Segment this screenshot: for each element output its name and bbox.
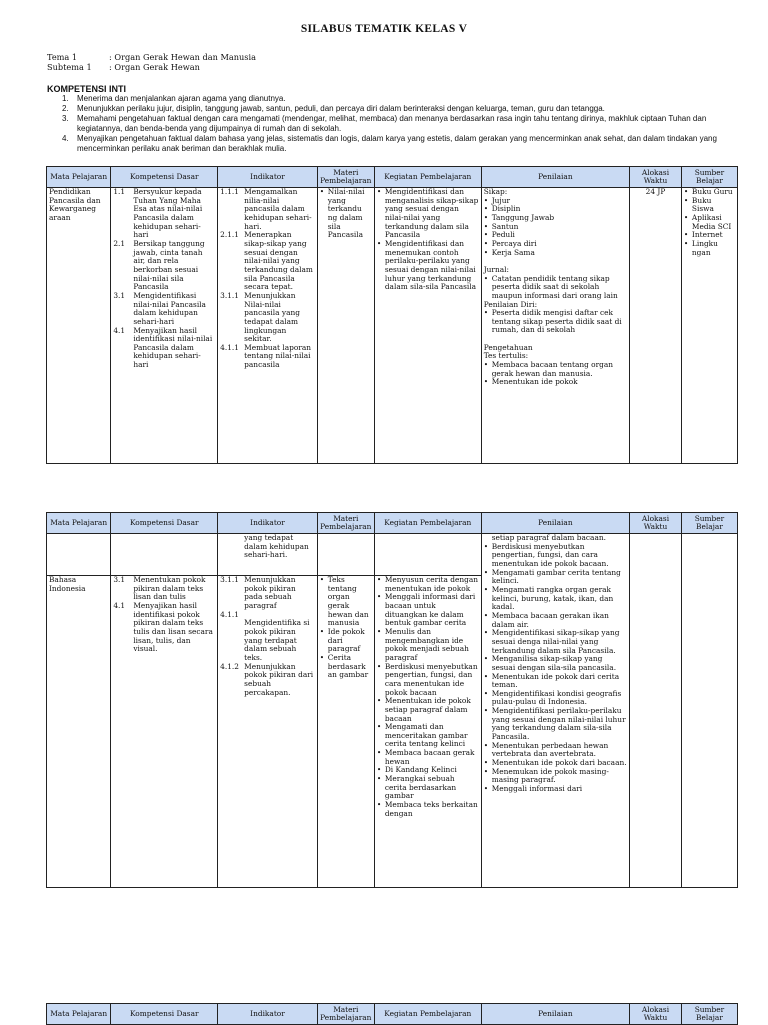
header-mapel: Mata Pelajaran — [47, 1004, 111, 1025]
kd-text: Menyajikan hasil identifikasi nilai-nilai Pancasila dalam kehidupan sehari-hari — [133, 325, 213, 370]
header-kegiatan: Kegiatan Pembelajaran — [374, 1004, 481, 1025]
ki-item — [47, 114, 747, 134]
header-alokasi: Alokasi Waktu — [630, 1004, 682, 1025]
theme-value: : Organ Gerak Hewan dan Manusia — [109, 52, 256, 62]
diri-item: • Peserta didik mengisi daftar cek tentang sikap peserta didik saat di rumah, dan di sekolah — [484, 309, 627, 335]
penilaian-sikap-label: Sikap: — [483, 187, 508, 196]
cell-materi — [317, 188, 374, 464]
indikator-text: Menunjukkan pokok pikiran dari sebuah percakapan. — [244, 661, 314, 697]
cell-alokasi: 24 JP — [630, 188, 682, 464]
sumber-item: • Buku Siswa — [684, 197, 735, 214]
ki-text: Menerima dan menjalankan ajaran agama yang dianutnya. — [77, 94, 286, 103]
table-header-row — [47, 167, 738, 188]
header-kegiatan: Kegiatan Pembelajaran — [374, 513, 481, 534]
ki-item — [47, 134, 747, 154]
theme-row — [47, 52, 256, 62]
ki-text: Memahami pengetahuan faktual dengan cara mengamati (mendengar, melihat, membaca) dan menanya berdasarkan rasa ingin tahu tentang dirinya, makhluk ciptaan Tuhan dan kegiatannya, dan benda-benda yang dijumpainya di rumah dan di sekolah. — [77, 114, 707, 133]
indikator-num: 3.1.1 — [220, 575, 239, 584]
header-materi: Materi Pembelajaran — [317, 513, 374, 534]
subtheme-key: Subtema 1 — [47, 62, 92, 72]
kegiatan-item: • Membaca teks berkaitan dengan — [377, 801, 479, 818]
kd-num: 4.1 — [113, 325, 126, 335]
indikator-num: 4.1.1 — [220, 609, 239, 619]
indikator-num: 2.1.1 — [220, 230, 239, 240]
header-mapel: Mata Pelajaran — [47, 513, 111, 534]
header-penilaian: Penilaian — [481, 513, 629, 534]
cell-indikator — [218, 188, 318, 464]
header-kd: Kompetensi Dasar — [111, 167, 218, 188]
ki-num: 1. — [62, 94, 69, 103]
kegiatan-item: • Membaca bacaan gerak hewan — [377, 749, 479, 766]
tes-item: • Menentukan ide pokok — [484, 378, 627, 387]
kegiatan-item: • Menentukan ide pokok setiap paragraf dalam bacaan — [377, 697, 479, 723]
header-indikator: Indikator — [218, 1004, 318, 1025]
indikator-text: Membuat laporan tentang nilai-nilai pancasila — [244, 342, 311, 370]
sikap-item: • Jujur — [484, 197, 627, 206]
indikator-item — [220, 663, 315, 698]
header-materi: Materi Pembelajaran — [317, 1004, 374, 1025]
ki-text: Menunjukkan perilaku jujur, disiplin, tanggung jawab, santun, peduli, dan percaya diri dalam berinteraksi dengan keluarga, teman, guru dan tetangga. — [77, 104, 605, 113]
penilaian-item: • Menganilisa sikap-sikap yang sesuai dengan sila-sila pancasila. — [484, 655, 627, 672]
ki-heading: KOMPETENSI INTI — [47, 84, 127, 94]
sumber-item: • Internet — [684, 231, 735, 240]
kegiatan-item: • Mengamati dan menceritakan gambar cerita tentang kelinci — [377, 723, 479, 749]
theme-key: Tema 1 — [47, 52, 78, 62]
sikap-item: • Tanggung Jawab — [484, 214, 627, 223]
table-row — [47, 188, 738, 464]
page-title: SILABUS TEMATIK KELAS V — [300, 23, 468, 35]
cell-penilaian — [481, 188, 629, 464]
cell-kd — [111, 534, 218, 576]
cell-sumber — [681, 534, 737, 888]
indikator-item — [220, 344, 315, 370]
indikator-item — [220, 292, 315, 344]
kd-text: Bersyukur kepada Tuhan Yang Maha Esa atas nilai-nilai Pancasila dalam kehidupan sehari-hari — [133, 187, 203, 240]
ki-num: 3. — [62, 114, 69, 123]
kd-item — [113, 576, 215, 602]
kd-num: 1.1 — [113, 187, 126, 196]
header-sumber: Sumber Belajar — [681, 513, 737, 534]
kegiatan-item: • Menyusun cerita dengan menentukan ide pokok — [377, 576, 479, 593]
syllabus-table-2 — [46, 512, 738, 888]
ki-item — [47, 94, 747, 104]
ki-item — [47, 104, 747, 114]
kd-num: 4.1 — [113, 600, 126, 610]
kd-item — [113, 188, 215, 240]
subtheme-value: : Organ Gerak Hewan — [109, 62, 200, 72]
cell-kegiatan — [374, 534, 481, 576]
header-penilaian: Penilaian — [481, 167, 629, 188]
header-penilaian: Penilaian — [481, 1004, 629, 1025]
penilaian-item: • Menggali informasi dari — [484, 785, 627, 794]
kegiatan-item: • Menggali informasi dari bacaan untuk dituangkan ke dalam bentuk gambar cerita — [377, 593, 479, 628]
penilaian-pengetahuan-label: Pengetahuan — [483, 342, 533, 352]
kd-item — [113, 602, 215, 654]
header-alokasi: Alokasi Waktu — [630, 167, 682, 188]
indikator-text: Menunjukkan pokok pikiran pada sebuah paragraf — [244, 575, 296, 610]
indikator-item — [220, 231, 315, 292]
cell-penilaian — [481, 534, 629, 888]
penilaian-tes-label: Tes tertulis: — [483, 351, 529, 361]
kegiatan-item: • Merangkai sebuah cerita berdasarkan gambar — [377, 775, 479, 801]
jurnal-item: • Catatan pendidik tentang sikap peserta didik saat di sekolah maupun informasi dari orang lain — [484, 275, 627, 301]
header-sumber: Sumber Belajar — [681, 167, 737, 188]
kd-item — [113, 240, 215, 292]
penilaian-item: • Menentukan perbedaan hewan vertebrata dan avertebrata. — [484, 742, 627, 759]
header-alokasi: Alokasi Waktu — [630, 513, 682, 534]
kegiatan-item: • Berdiskusi menyebutkan pengertian, fungsi, dan cara menentukan ide pokok bacaan — [377, 663, 479, 698]
theme-info — [47, 52, 256, 72]
cell-alokasi — [630, 534, 682, 888]
sikap-item: • Kerja Sama — [484, 249, 627, 258]
penilaian-item: • Menemukan ide pokok masing-masing paragraf. — [484, 768, 627, 785]
penilaian-diri-label: Penilaian Diri: — [483, 299, 538, 309]
kegiatan-item: • Mengidentifikasi dan menganalisis sikap-sikap yang sesuai dengan nilai-nilai yang terkandung dalam sila Pancasila — [377, 188, 479, 240]
indikator-text: Mengamalkan nilia-nilai pancasila dalam kehidupan sehari-hari. — [244, 187, 312, 231]
ki-text: Menyajikan pengetahuan faktual dalam bahasa yang jelas, sistematis dan logis, dalam karya yang estetis, dalam gerakan yang mencerminkan anak sehat, dan dalam tindakan yang mencerminkan perilaku anak beriman dan berakhlak mulia. — [77, 134, 717, 153]
kegiatan-item: • Di Kandang Kelinci — [377, 766, 479, 775]
indikator-num: 4.1.1 — [220, 342, 239, 352]
kd-item — [113, 292, 215, 327]
penilaian-item: • Mengidentifikasi kondisi geografis pulau-pulau di Indonesia. — [484, 690, 627, 707]
cell-sumber — [681, 188, 737, 464]
header-sumber: Sumber Belajar — [681, 1004, 737, 1025]
indikator-num: 3.1.1 — [220, 290, 239, 300]
indikator-item — [220, 188, 315, 231]
penilaian-item: • Mengidentifikasi perilaku-perilaku yang sesuai dengan nilai-nilai luhur yang terkandung dalam sila-sila Pancasila. — [484, 707, 627, 742]
table-header-row — [47, 1004, 738, 1025]
indikator-item — [220, 576, 315, 611]
cell-mapel: Pendidikan Pancasila dan Kewarganeg araan — [47, 188, 111, 464]
header-mapel: Mata Pelajaran — [47, 167, 111, 188]
penilaian-item: • Berdiskusi menyebutkan pengertian, fungsi, dan cara menentukan ide pokok bacaan. — [484, 543, 627, 569]
materi-item: • Teks tentang organ gerak hewan dan manusia — [320, 576, 372, 628]
penilaian-item: • Mengamati rangka organ gerak kelinci, burung, katak, ikan, dan kadal. — [484, 586, 627, 612]
table-header-row — [47, 513, 738, 534]
penilaian-item: • Menentukan ide pokok dari cerita teman. — [484, 673, 627, 690]
sikap-item: • Percaya diri — [484, 240, 627, 249]
sumber-item: • Aplikasi Media SCI — [684, 214, 735, 231]
syllabus-table-3 — [46, 1003, 738, 1025]
indikator-text: Menerapkan sikap-sikap yang sesuai dengan nilai-nilai yang terkandung dalam sila Pancasila secara tepat. — [244, 230, 313, 292]
indikator-text: Menunjukkan Nilai-nilai pancasila yang tedapat dalam lingkungan sekitar. — [244, 290, 300, 344]
syllabus-table-1 — [46, 166, 738, 464]
kd-text: Menyajikan hasil identifikasi pokok pikiran dalam teks tulis dan lisan secara lisan, tulis, dan visual. — [133, 600, 213, 654]
kd-num: 3.1 — [113, 575, 126, 584]
indikator-text: Mengidentifika si pokok pikiran yang terdapat dalam sebuah teks. — [244, 618, 310, 662]
kegiatan-item: • Mengidentifikasi dan menemukan contoh perilaku-perilaku yang sesuai dengan nilai-nilai luhur yang terkandung dalam sila-sila Pancasila — [377, 240, 479, 292]
cell-materi — [317, 576, 374, 888]
cell-kd — [111, 188, 218, 464]
header-kd: Kompetensi Dasar — [111, 513, 218, 534]
subtheme-row — [47, 62, 256, 72]
kegiatan-item: • Menulis dan mengembangkan ide pokok menjadi sebuah paragraf — [377, 628, 479, 663]
header-indikator: Indikator — [218, 513, 318, 534]
table-row — [47, 534, 738, 576]
indikator-num: 1.1.1 — [220, 187, 239, 196]
penilaian-item: • Mengamati gambar cerita tentang kelinci. — [484, 569, 627, 586]
tes-item: • Membaca bacaan tentang organ gerak hewan dan manusia. — [484, 361, 627, 378]
penilaian-item: • Mengidentifikasi sikap-sikap yang sesuai denga nilai-nilai yang terkandung dalam sila Pancasila. — [484, 629, 627, 655]
cell-mapel — [47, 534, 111, 576]
kd-text: Bersikap tanggung jawab, cinta tanah air, dan rela berkorban sesuai nilai-nilai sila Pancasila — [133, 238, 205, 292]
ki-num: 4. — [62, 134, 69, 143]
sikap-item: • Disiplin — [484, 205, 627, 214]
cell-mapel: Bahasa Indonesia — [47, 576, 111, 888]
cell-indikator — [218, 576, 318, 888]
cell-indikator-cont: yang tedapat dalam kehidupan sehari-hari. — [218, 534, 318, 576]
sikap-item: • Peduli — [484, 231, 627, 240]
sikap-item: • Santun — [484, 223, 627, 232]
penilaian-item: • Menentukan ide pokok dari bacaan. — [484, 759, 627, 768]
penilaian-item: • Membaca bacaan gerakan ikan dalam air. — [484, 612, 627, 629]
kd-text: Mengidentifikasi nilai-nilai Pancasila dalam kehidupan sehari-hari — [133, 290, 206, 326]
penilaian-jurnal-label: Jurnal: — [483, 264, 509, 274]
sumber-item: • Lingku ngan — [684, 240, 735, 257]
kd-text: Menentukan pokok pikiran dalam teks lisan dan tulis — [133, 575, 206, 602]
indikator-num: 4.1.2 — [220, 661, 239, 671]
header-materi: Materi Pembelajaran — [317, 167, 374, 188]
materi-item: • Cerita berdasark an gambar — [320, 654, 372, 680]
indikator-item — [220, 619, 315, 662]
cell-kegiatan — [374, 188, 481, 464]
cell-kegiatan — [374, 576, 481, 888]
cell-kd — [111, 576, 218, 888]
header-kegiatan: Kegiatan Pembelajaran — [374, 167, 481, 188]
ki-num: 2. — [62, 104, 69, 113]
ki-list — [47, 94, 747, 154]
header-indikator: Indikator — [218, 167, 318, 188]
header-kd: Kompetensi Dasar — [111, 1004, 218, 1025]
cell-materi — [317, 534, 374, 576]
penilaian-cont: setiap paragraf dalam bacaan. — [491, 533, 606, 542]
sumber-item: • Buku Guru — [684, 188, 735, 197]
kd-num: 3.1 — [113, 290, 126, 300]
kd-item — [113, 327, 215, 370]
materi-item: • Nilai-nilai yang terkandu ng dalam sila Pancasila — [320, 188, 372, 240]
kd-num: 2.1 — [113, 238, 126, 248]
materi-item: • Ide pokok dari paragraf — [320, 628, 372, 654]
